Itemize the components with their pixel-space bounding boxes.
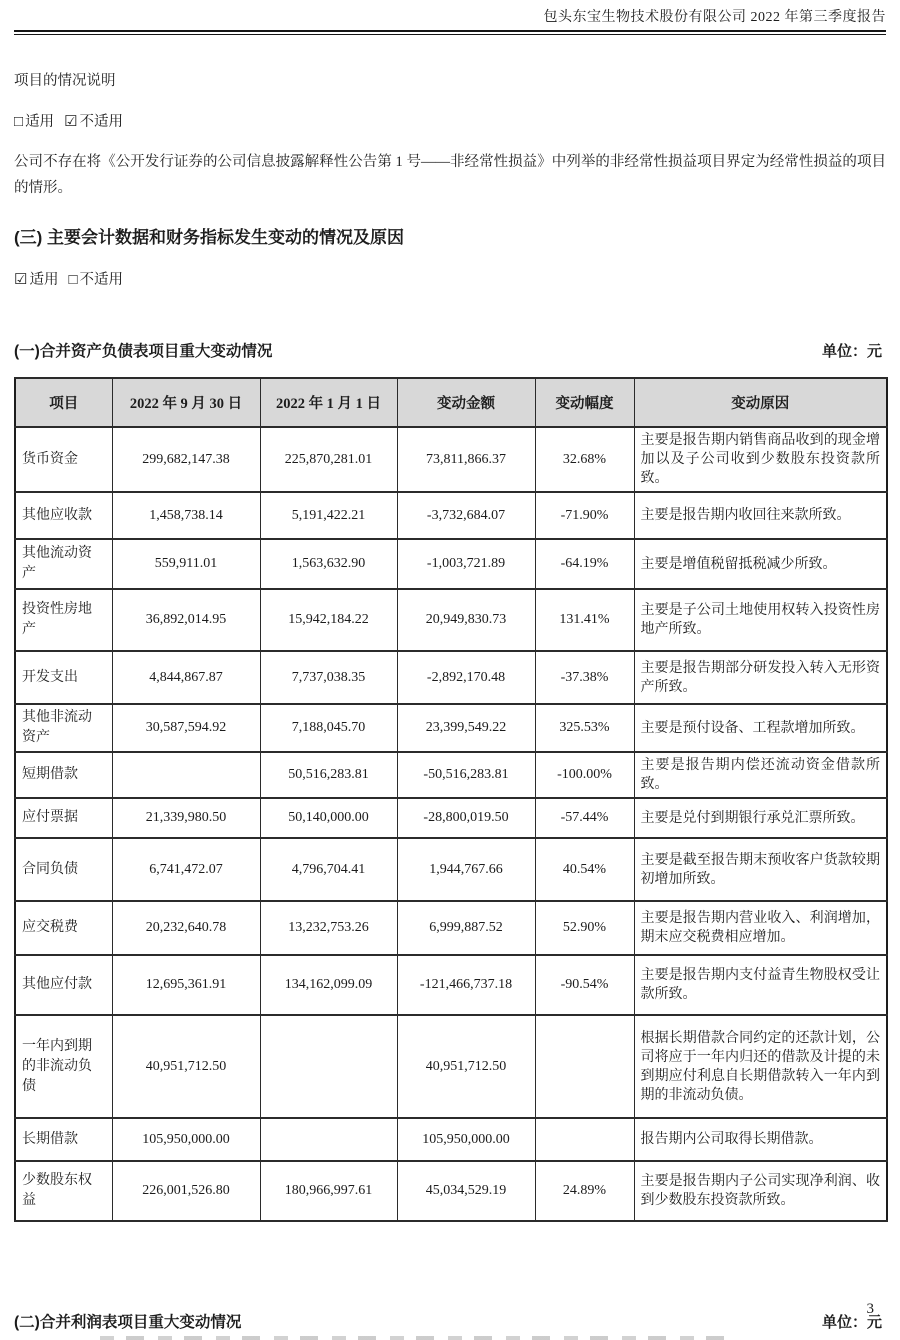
cell-change-amount: 45,034,529.19	[397, 1161, 535, 1221]
cell-value-prior	[260, 1118, 397, 1161]
table-row	[15, 1015, 887, 1118]
cell-value-prior: 180,966,997.61	[260, 1161, 397, 1221]
cell-value-current: 1,458,738.14	[112, 492, 260, 539]
applicability-changes	[14, 268, 886, 289]
applicability-option	[14, 114, 54, 130]
cell-item: 应付票据	[15, 798, 112, 838]
cell-change-amount: 23,399,549.22	[397, 704, 535, 752]
cell-change-reason: 主要是报告期内收回往来款所致。	[634, 492, 887, 539]
applicability-option-label: 不适用	[79, 114, 124, 130]
table-row	[15, 704, 887, 752]
cell-change-reason: 报告期内公司取得长期借款。	[634, 1118, 887, 1161]
cell-change-pct: -37.38%	[535, 651, 634, 704]
table-row	[15, 492, 887, 539]
cell-change-amount: -121,466,737.18	[397, 955, 535, 1015]
cell-change-amount: -50,516,283.81	[397, 752, 535, 798]
applicability-option	[14, 272, 58, 288]
cell-change-reason: 主要是子公司土地使用权转入投资性房地产所致。	[634, 589, 887, 651]
cell-change-reason: 主要是增值税留抵税减少所致。	[634, 539, 887, 589]
balance-sheet-section-title: (一)合并资产负债表项目重大变动情况	[14, 343, 273, 360]
cell-value-prior: 7,188,045.70	[260, 704, 397, 752]
applicability-option-label: 不适用	[79, 272, 124, 288]
cell-value-prior: 50,140,000.00	[260, 798, 397, 838]
table-row	[15, 752, 887, 798]
cell-change-reason: 主要是报告期部分研发投入转入无形资产所致。	[634, 651, 887, 704]
col-header-change-amount: 变动金额	[397, 378, 535, 427]
cell-item: 其他流动资产	[15, 539, 112, 589]
table-row	[15, 427, 887, 492]
cell-value-current: 105,950,000.00	[112, 1118, 260, 1161]
col-header-change-pct: 变动幅度	[535, 378, 634, 427]
header-double-rule	[14, 30, 886, 35]
cell-item: 应交税费	[15, 901, 112, 955]
col-header-item: 项目	[15, 378, 112, 427]
cell-change-pct	[535, 1015, 634, 1118]
table-row	[15, 539, 887, 589]
applicability-option	[64, 114, 123, 130]
cell-change-pct: 325.53%	[535, 704, 634, 752]
cell-change-pct	[535, 1118, 634, 1161]
cell-change-amount: 73,811,866.37	[397, 427, 535, 492]
cell-change-reason: 主要是兑付到期银行承兑汇票所致。	[634, 798, 887, 838]
cell-value-prior: 7,737,038.35	[260, 651, 397, 704]
cell-change-pct: -100.00%	[535, 752, 634, 798]
income-statement-section-title: (二)合并利润表项目重大变动情况	[14, 1314, 242, 1331]
table-row	[15, 798, 887, 838]
cell-change-pct: 131.41%	[535, 589, 634, 651]
cell-value-current: 299,682,147.38	[112, 427, 260, 492]
cell-value-current: 559,911.01	[112, 539, 260, 589]
cell-item: 投资性房地产	[15, 589, 112, 651]
cell-item: 其他应收款	[15, 492, 112, 539]
cell-change-reason: 根据长期借款合同约定的还款计划，公司将应于一年内归还的借款及计提的未到期应付利息自长期借款转入一年内到期的非流动负债。	[634, 1015, 887, 1118]
cell-change-pct: -90.54%	[535, 955, 634, 1015]
cell-value-current: 30,587,594.92	[112, 704, 260, 752]
cell-change-pct: 40.54%	[535, 838, 634, 901]
cell-item: 货币资金	[15, 427, 112, 492]
cell-change-reason: 主要是报告期内营业收入、利润增加，期末应交税费相应增加。	[634, 901, 887, 955]
cell-item: 短期借款	[15, 752, 112, 798]
applicability-non-recurring	[14, 110, 886, 131]
cell-value-prior: 225,870,281.01	[260, 427, 397, 492]
balance-sheet-changes-table	[14, 377, 888, 1222]
note-line: 项目的情况说明	[14, 73, 116, 89]
cell-change-amount: 1,944,767.66	[397, 838, 535, 901]
applicability-option-label: 适用	[25, 114, 55, 130]
checkbox-unchecked-icon: □	[14, 114, 24, 130]
cell-value-current	[112, 752, 260, 798]
unit-label: 单位：元	[821, 1314, 882, 1331]
non-recurring-statement: 公司不存在将《公开发行证券的公司信息披露解释性公告第 1 号——非经常性损益》中列举的非经常性损益项目界定为经常性损益的项目的情形。	[14, 154, 886, 196]
cell-change-reason: 主要是报告期内销售商品收到的现金增加以及子公司收到少数股东投资款所致。	[634, 427, 887, 492]
cell-change-reason: 主要是截至报告期末预收客户货款较期初增加所致。	[634, 838, 887, 901]
cell-value-prior: 4,796,704.41	[260, 838, 397, 901]
cell-item: 其他非流动资产	[15, 704, 112, 752]
cell-value-current: 226,001,526.80	[112, 1161, 260, 1221]
cell-value-current: 4,844,867.87	[112, 651, 260, 704]
cell-change-amount: 6,999,887.52	[397, 901, 535, 955]
table-row	[15, 901, 887, 955]
cell-change-pct: -57.44%	[535, 798, 634, 838]
checkbox-checked-icon: ☑	[64, 114, 78, 130]
balance-table-body	[15, 427, 887, 1221]
cell-value-prior: 5,191,422.21	[260, 492, 397, 539]
checkbox-checked-icon: ☑	[14, 272, 28, 288]
running-header-title: 包头东宝生物技术股份有限公司 2022 年第三季度报告	[543, 10, 886, 25]
cell-change-pct: 24.89%	[535, 1161, 634, 1221]
cell-item: 其他应付款	[15, 955, 112, 1015]
cell-value-prior: 134,162,099.09	[260, 955, 397, 1015]
cell-value-current: 6,741,472.07	[112, 838, 260, 901]
cell-change-reason: 主要是报告期内偿还流动资金借款所致。	[634, 752, 887, 798]
col-header-prior-date: 2022 年 1 月 1 日	[260, 378, 397, 427]
cell-value-prior: 15,942,184.22	[260, 589, 397, 651]
table-row	[15, 1161, 887, 1221]
cell-value-current: 12,695,361.91	[112, 955, 260, 1015]
col-header-change-reason: 变动原因	[634, 378, 887, 427]
cell-change-pct: -71.90%	[535, 492, 634, 539]
cell-change-pct: 52.90%	[535, 901, 634, 955]
unit-label: 单位：元	[821, 343, 882, 360]
cell-item: 少数股东权益	[15, 1161, 112, 1221]
cell-item: 开发支出	[15, 651, 112, 704]
table-row	[15, 651, 887, 704]
table-header-row	[15, 378, 887, 427]
cell-value-prior	[260, 1015, 397, 1118]
col-header-current-date: 2022 年 9 月 30 日	[112, 378, 260, 427]
cell-item: 合同负债	[15, 838, 112, 901]
table-row	[15, 589, 887, 651]
cell-value-prior: 1,563,632.90	[260, 539, 397, 589]
cell-change-reason: 主要是报告期内支付益青生物股权受让款所致。	[634, 955, 887, 1015]
cell-change-reason: 主要是报告期内子公司实现净利润、收到少数股东投资款所致。	[634, 1161, 887, 1221]
cell-change-amount: -2,892,170.48	[397, 651, 535, 704]
table-row	[15, 1118, 887, 1161]
cell-change-amount: 20,949,830.73	[397, 589, 535, 651]
cell-change-amount: 105,950,000.00	[397, 1118, 535, 1161]
cell-value-current: 36,892,014.95	[112, 589, 260, 651]
cell-value-prior: 13,232,753.26	[260, 901, 397, 955]
table-row	[15, 838, 887, 901]
cell-change-reason: 主要是预付设备、工程款增加所致。	[634, 704, 887, 752]
balance-sheet-section-header	[14, 339, 886, 361]
applicability-option-label: 适用	[29, 272, 59, 288]
cell-change-pct: -64.19%	[535, 539, 634, 589]
cell-change-amount: 40,951,712.50	[397, 1015, 535, 1118]
cell-value-prior: 50,516,283.81	[260, 752, 397, 798]
next-page-cutoff-content	[100, 1336, 730, 1340]
checkbox-unchecked-icon: □	[68, 272, 78, 288]
section-three-heading: (三) 主要会计数据和财务指标发生变动的情况及原因	[14, 228, 405, 247]
cell-value-current: 20,232,640.78	[112, 901, 260, 955]
applicability-option	[68, 272, 123, 288]
income-statement-section-header	[14, 1310, 886, 1332]
cell-change-amount: -3,732,684.07	[397, 492, 535, 539]
table-row	[15, 955, 887, 1015]
cell-item: 一年内到期的非流动负债	[15, 1015, 112, 1118]
cell-change-pct: 32.68%	[535, 427, 634, 492]
page-number: 3	[866, 1301, 874, 1317]
cell-value-current: 40,951,712.50	[112, 1015, 260, 1118]
cell-change-amount: -28,800,019.50	[397, 798, 535, 838]
cell-item: 长期借款	[15, 1118, 112, 1161]
cell-value-current: 21,339,980.50	[112, 798, 260, 838]
cell-change-amount: -1,003,721.89	[397, 539, 535, 589]
